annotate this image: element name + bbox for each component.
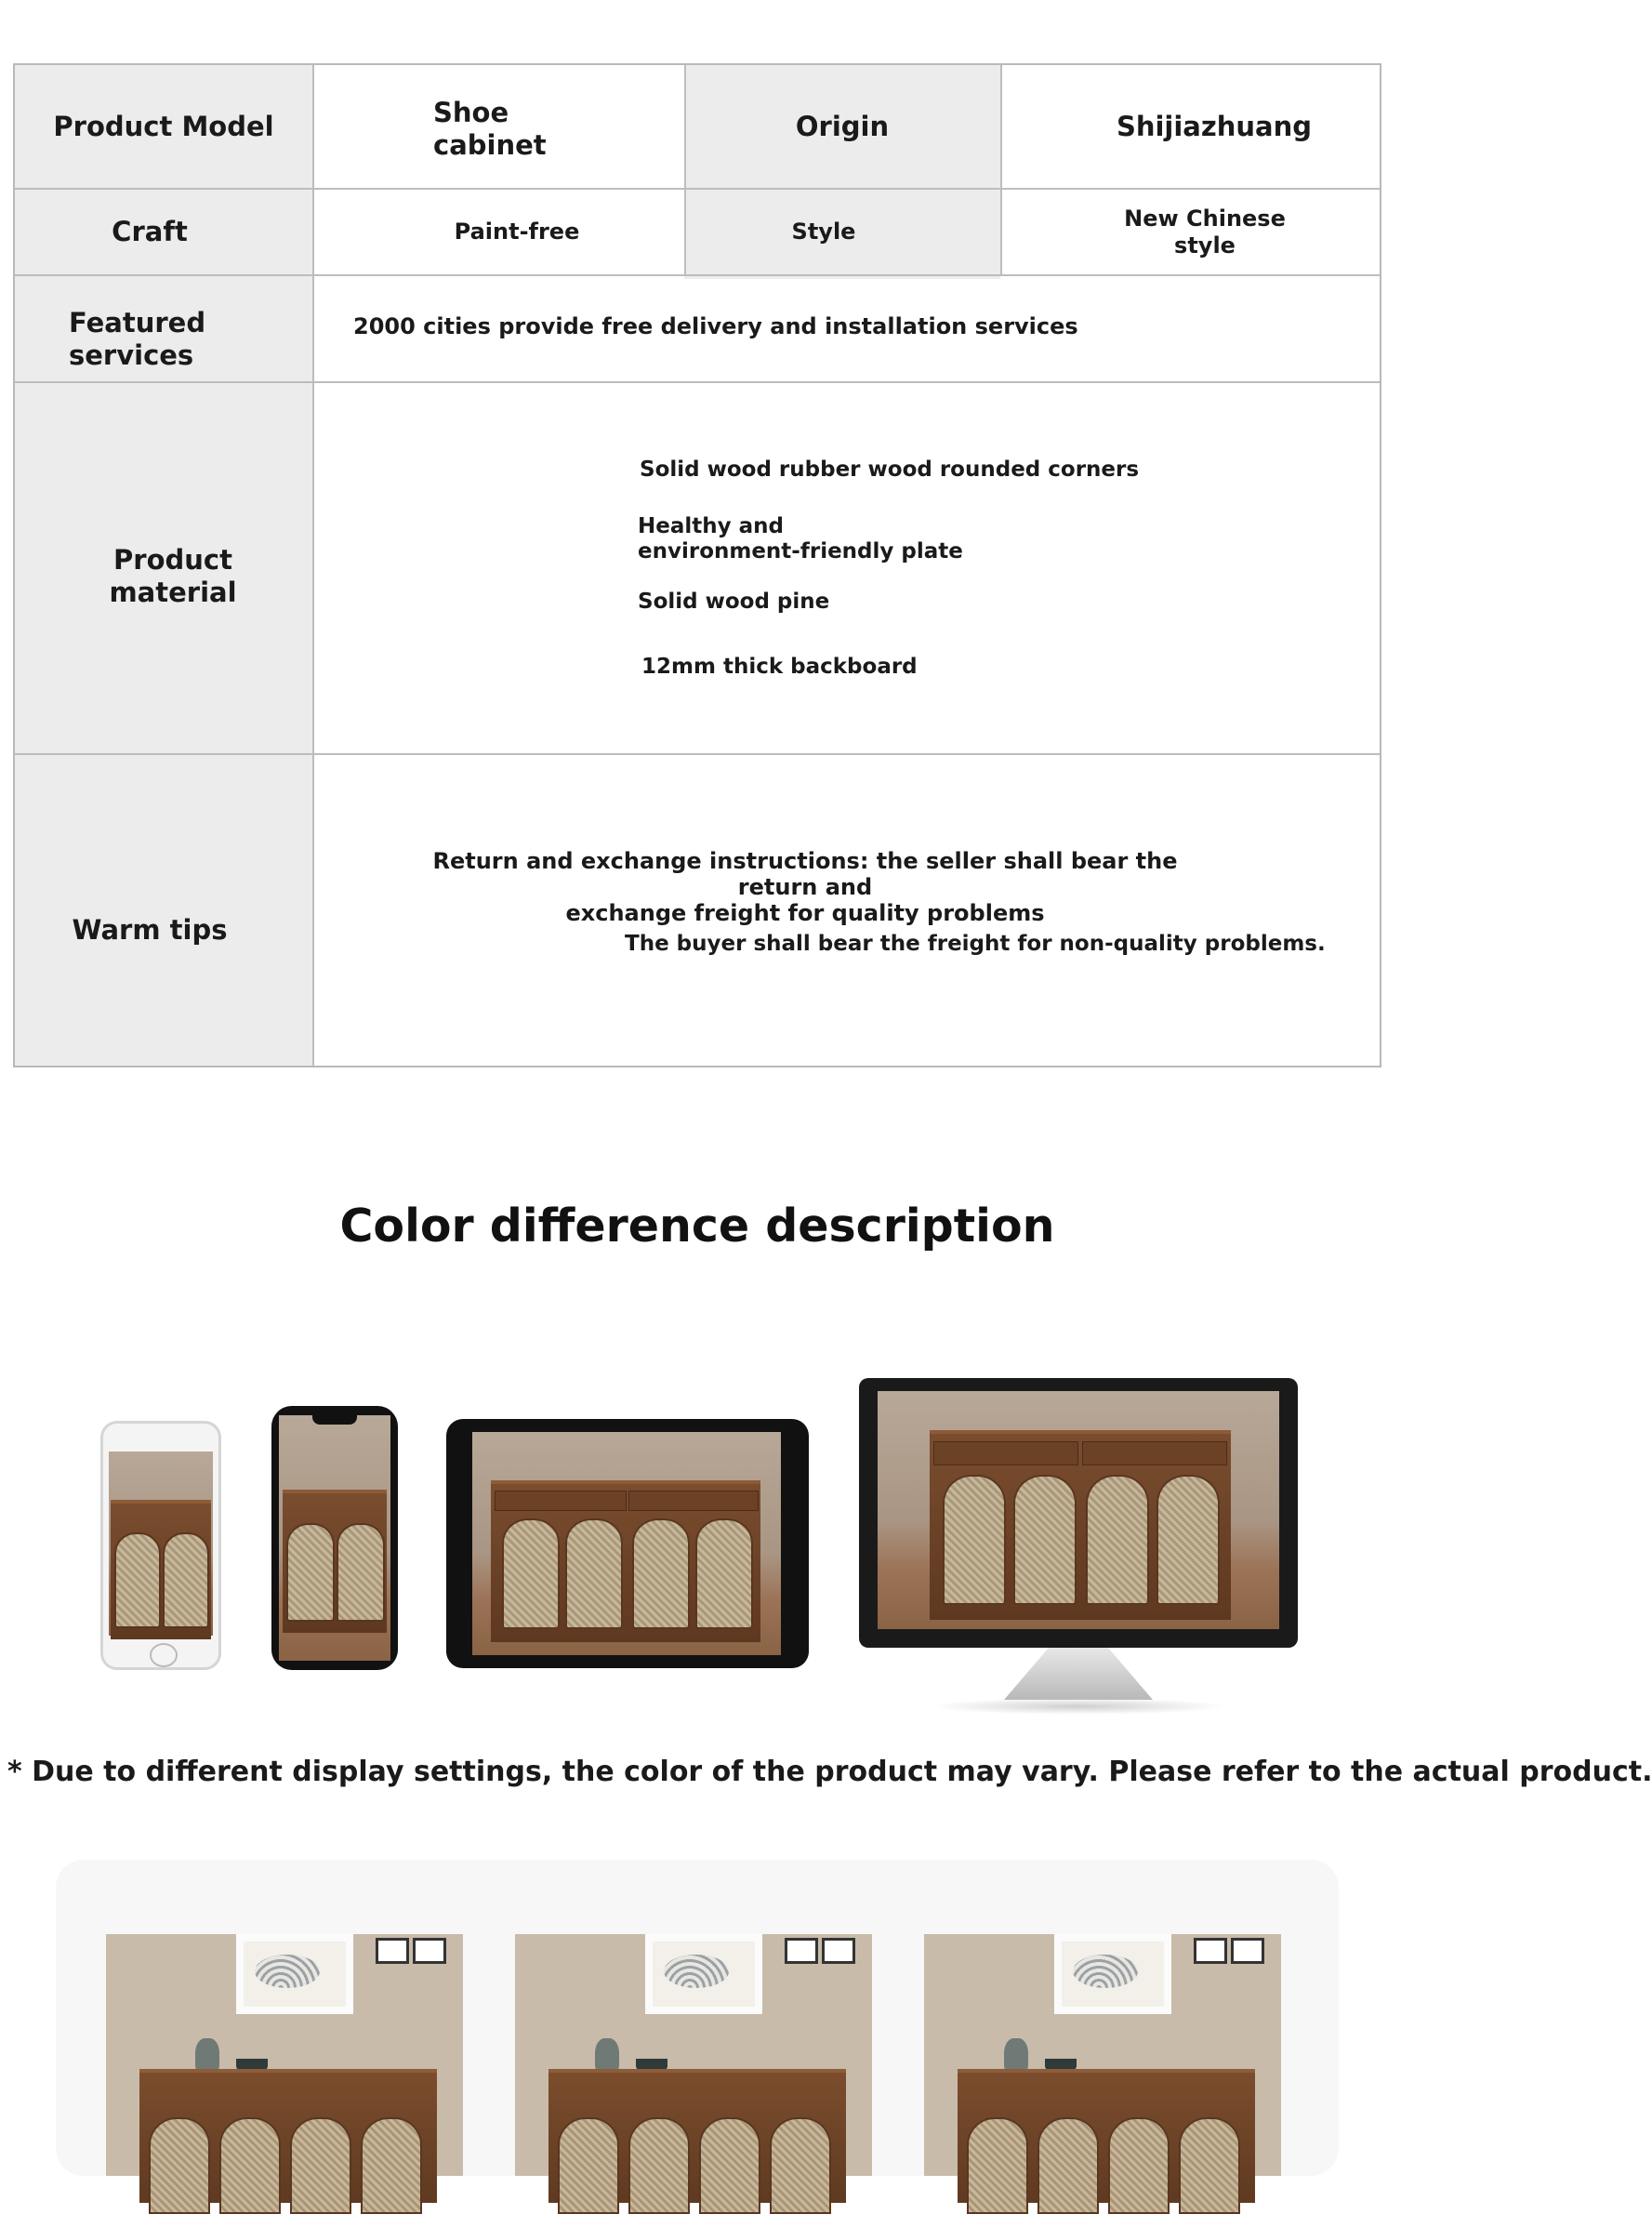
craft-value: Paint-free bbox=[454, 219, 580, 245]
style-label: Style bbox=[791, 219, 856, 245]
product-photo-3 bbox=[924, 1934, 1281, 2176]
warm-tips-label: Warm tips bbox=[72, 913, 228, 946]
monitor-icon bbox=[859, 1378, 1298, 1648]
product-photo-1 bbox=[106, 1934, 463, 2176]
featured-services-value: 2000 cities provide free delivery and installation services bbox=[353, 313, 1078, 339]
product-model-value: Shoe cabinet bbox=[433, 97, 547, 161]
color-note: * Due to different display settings, the color of the product may vary. Please refer to the actual product. bbox=[7, 1756, 1652, 1788]
phone-white-icon bbox=[100, 1421, 221, 1670]
section-title: Color difference description bbox=[339, 1200, 1055, 1253]
material-item-3: Solid wood pine bbox=[638, 590, 830, 614]
material-item-1: Solid wood rubber wood rounded corners bbox=[640, 457, 1140, 482]
product-material-label: Product material bbox=[109, 544, 237, 608]
phone-black-icon bbox=[271, 1406, 398, 1670]
featured-services-label: Featured services bbox=[69, 307, 206, 371]
material-item-4: 12mm thick backboard bbox=[641, 655, 918, 679]
material-item-2: Healthy and environment-friendly plate bbox=[638, 514, 963, 563]
warm-tips-line-1: Return and exchange instructions: the seller shall bear the return and exchange freight for quality problems bbox=[432, 848, 1178, 926]
product-model-label: Product Model bbox=[53, 110, 274, 142]
origin-label: Origin bbox=[795, 110, 890, 142]
tablet-icon bbox=[446, 1419, 809, 1668]
product-photo-2 bbox=[515, 1934, 872, 2176]
origin-value: Shijiazhuang bbox=[1116, 110, 1313, 142]
style-value: New Chinese style bbox=[1124, 205, 1286, 259]
craft-label: Craft bbox=[112, 216, 188, 247]
monitor-shadow bbox=[930, 1698, 1227, 1715]
warm-tips-line-2: The buyer shall bear the freight for non-quality problems. bbox=[625, 932, 1326, 956]
spec-table bbox=[13, 63, 1381, 1067]
monitor-stand bbox=[1004, 1648, 1153, 1700]
